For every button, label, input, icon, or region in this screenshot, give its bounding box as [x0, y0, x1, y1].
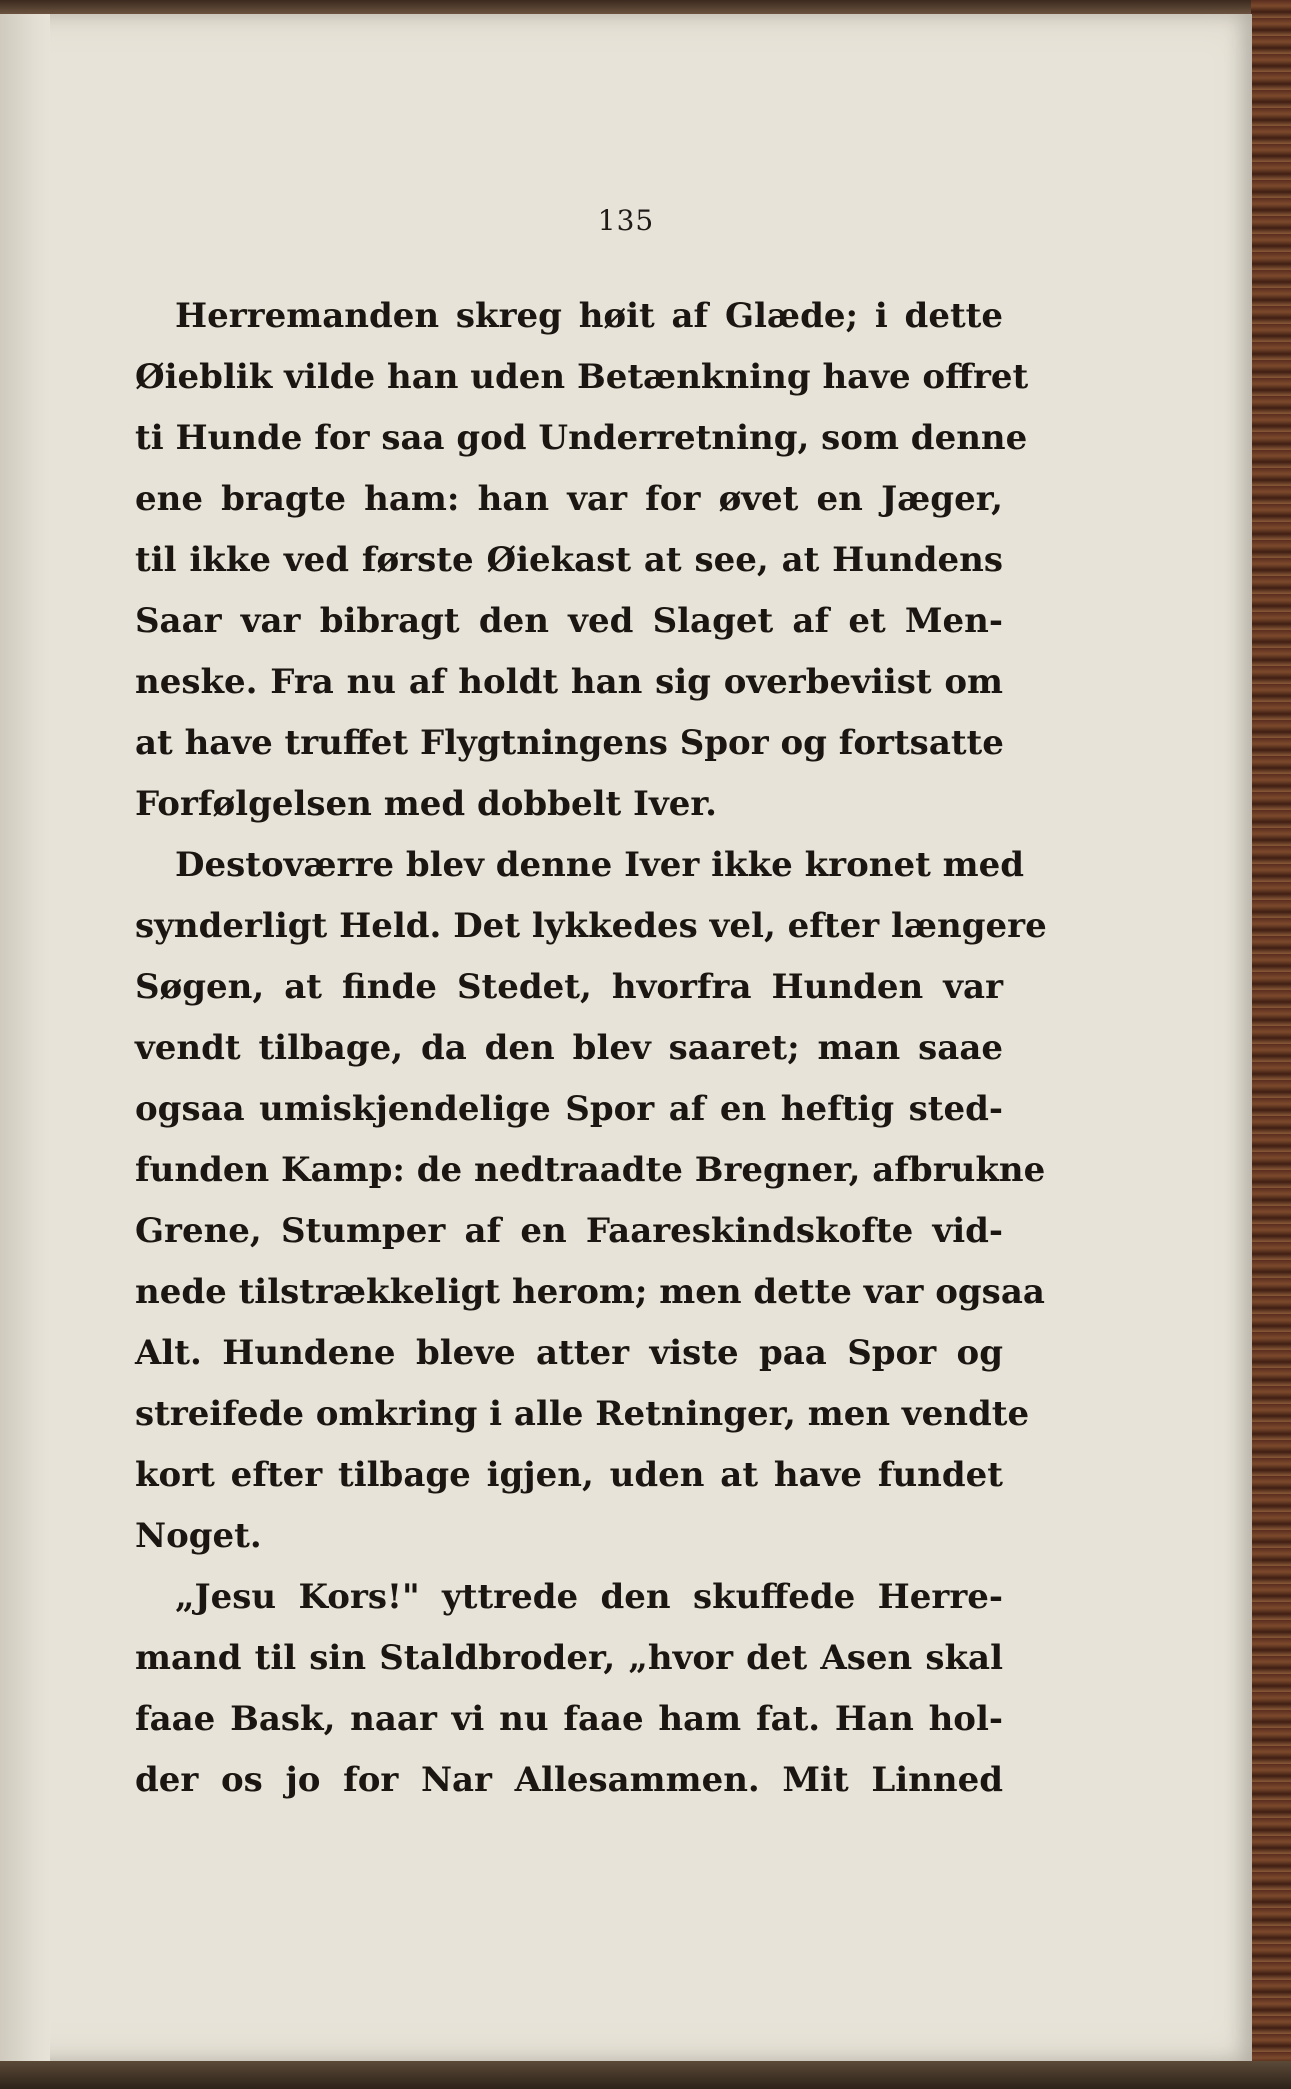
body-text — [135, 286, 1047, 1811]
text-line: „Jesu Kors!" yttrede den skuffede Herre- — [175, 1577, 1003, 1617]
text-line: Søgen, at finde Stedet, hvorfra Hunden var — [135, 967, 1003, 1007]
text-line: streifede omkring i alle Retninger, men vendte — [135, 1394, 1030, 1434]
text-line: funden Kamp: de nedtraadte Bregner, afbrukne — [135, 1150, 1046, 1190]
text-line: Noget. — [135, 1516, 262, 1556]
text-line: ti Hunde for saa god Underretning, som denne — [135, 418, 1028, 458]
text-line: synderligt Held. Det lykkedes vel, efter længere — [135, 906, 1047, 946]
text-line: ene bragte ham: han var for øvet en Jæger, — [135, 479, 1003, 519]
text-line: til ikke ved første Øiekast at see, at Hundens — [135, 540, 1003, 580]
text-line: faae Bask, naar vi nu faae ham fat. Han hol- — [135, 1699, 1003, 1739]
text-line: der os jo for Nar Allesammen. Mit Linned — [135, 1760, 1003, 1800]
text-line: Saar var bibragt den ved Slaget af et Men- — [135, 601, 1003, 641]
text-line: Alt. Hundene bleve atter viste paa Spor og — [135, 1333, 1003, 1373]
paragraph — [135, 835, 1047, 1567]
book-page — [0, 14, 1252, 2061]
text-line: Øieblik vilde han uden Betænkning have offret — [135, 357, 1029, 397]
text-line: Destoværre blev denne Iver ikke kronet med — [175, 845, 1025, 885]
text-line: nede tilstrækkeligt herom; men dette var ogsaa — [135, 1272, 1045, 1312]
page-gutter — [0, 14, 50, 2061]
text-line: mand til sin Staldbroder, „hvor det Asen skal — [135, 1638, 1003, 1678]
paragraph — [135, 286, 1029, 835]
text-line: Grene, Stumper af en Faareskindskofte vid- — [135, 1211, 1003, 1251]
text-line: Forfølgelsen med dobbelt Iver. — [135, 784, 717, 824]
paragraph — [135, 1567, 1003, 1811]
text-line: vendt tilbage, da den blev saaret; man saae — [135, 1028, 1003, 1068]
book-bottom-edge — [0, 2061, 1291, 2089]
text-line: kort efter tilbage igjen, uden at have fundet — [135, 1455, 1003, 1495]
text-line: at have truffet Flygtningens Spor og fortsatte — [135, 723, 1004, 763]
text-line: ogsaa umiskjendelige Spor af en heftig sted- — [135, 1089, 1003, 1129]
text-line: neske. Fra nu af holdt han sig overbeviist om — [135, 662, 1003, 702]
text-line: Herremanden skreg høit af Glæde; i dette — [175, 296, 1003, 336]
page-number: 135 — [597, 204, 655, 237]
book-fore-edge — [1251, 0, 1291, 2089]
book-top-edge — [0, 0, 1291, 14]
